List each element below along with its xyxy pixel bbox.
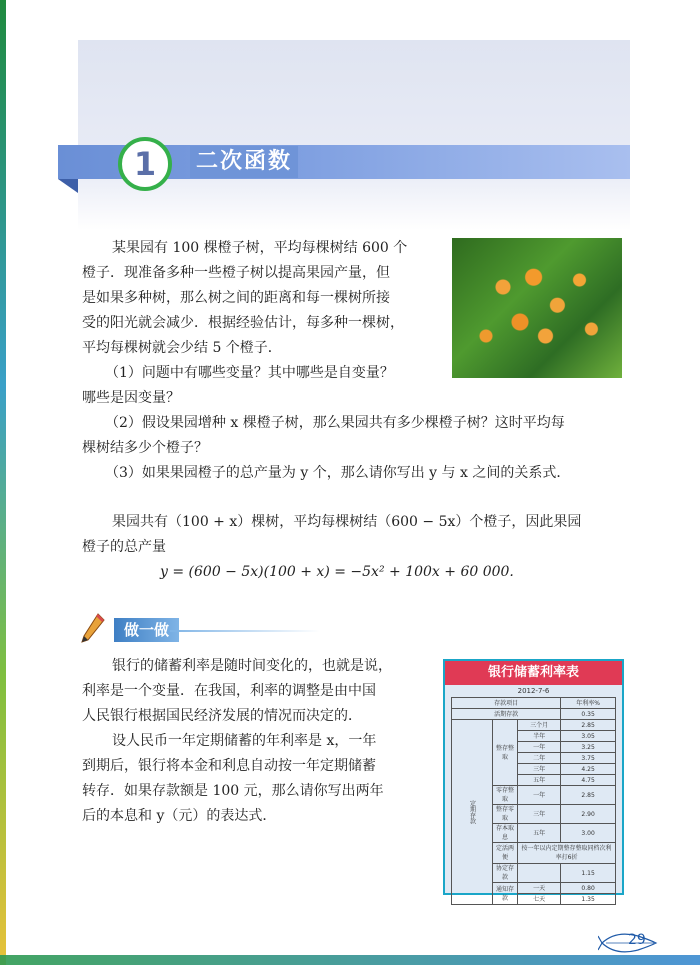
intro-line-1: 某果园有 100 棵橙子树，平均每棵树结 600 个 xyxy=(112,240,408,256)
table-cell: 4.75 xyxy=(561,775,616,786)
table-cell: 五年 xyxy=(518,775,561,786)
table-cell: 3.05 xyxy=(561,731,616,742)
table-side-label: 定期存款 xyxy=(452,720,493,905)
table-cell: 0.35 xyxy=(561,709,616,720)
orange-tree-photo xyxy=(452,238,622,378)
try-line-6: 转存．如果存款额是 100 元，那么请你写出两年 xyxy=(82,783,384,799)
table-cell: 活期存款 xyxy=(452,709,561,720)
table-cell: 一天 xyxy=(518,883,561,894)
pencil-icon xyxy=(80,612,106,646)
section-title: 二次函数 xyxy=(190,146,298,178)
try-it-divider xyxy=(170,630,320,632)
table-cell: 3.75 xyxy=(561,753,616,764)
table-cell: 3.25 xyxy=(561,742,616,753)
table-cell: 一年 xyxy=(518,742,561,753)
title-bar-fold xyxy=(58,179,78,193)
table-cell: 整存零取 xyxy=(493,805,518,824)
table-group-label: 整存整取 xyxy=(493,720,518,786)
table-cell: 2.90 xyxy=(561,805,616,824)
quadratic-formula: y = (600 − 5x)(100 + x) = −5x² + 100x + 60 000. xyxy=(160,564,514,580)
solution-line-1: 果园共有（100 + x）棵树，平均每棵树结（600 − 5x）个橙子，因此果园 xyxy=(112,514,582,530)
table-cell: 3.00 xyxy=(561,824,616,843)
table-cell: 协定存款 xyxy=(493,864,518,883)
page-number: 29 xyxy=(628,932,646,948)
table-cell: 二年 xyxy=(518,753,561,764)
section-banner-background xyxy=(78,40,630,230)
table-cell: 零存整取 xyxy=(493,786,518,805)
try-line-4: 设人民币一年定期储蓄的年利率是 x，一年 xyxy=(112,733,377,749)
question-1-line-1: （1）问题中有哪些变量？其中哪些是自变量？ xyxy=(105,365,394,381)
try-line-1: 银行的储蓄利率是随时间变化的，也就是说， xyxy=(112,658,392,674)
table-cell: 三个月 xyxy=(518,720,561,731)
page-edge-decoration xyxy=(0,0,6,965)
try-line-5: 到期后，银行将本金和利息自动按一年定期储蓄 xyxy=(82,758,376,774)
table-cell xyxy=(518,864,561,883)
table-cell: 4.25 xyxy=(561,764,616,775)
question-2-line-1: （2）假设果园增种 x 棵橙子树，那么果园共有多少棵橙子树？这时平均每 xyxy=(105,415,565,431)
table-cell: 三年 xyxy=(518,805,561,824)
try-line-2: 利率是一个变量．在我国，利率的调整是由中国 xyxy=(82,683,376,699)
rate-table-title: 银行储蓄利率表 xyxy=(445,661,622,685)
interest-rate-table-box xyxy=(443,659,624,903)
intro-line-4: 受的阳光就会减少．根据经验估计，每多种一棵树， xyxy=(82,315,404,331)
table-header-rate: 年利率% xyxy=(561,698,616,709)
table-cell: 0.80 xyxy=(561,883,616,894)
question-3: （3）如果果园橙子的总产量为 y 个，那么请你写出 y 与 x 之间的关系式． xyxy=(105,465,571,481)
table-cell: 五年 xyxy=(518,824,561,843)
table-cell: 通知存款 xyxy=(493,883,518,905)
table-cell: 一年 xyxy=(518,786,561,805)
table-cell: 1.15 xyxy=(561,864,616,883)
question-1-line-2: 哪些是因变量？ xyxy=(82,390,180,406)
question-2-line-2: 棵树结多少个橙子？ xyxy=(82,440,208,456)
try-it-label: 做一做 xyxy=(114,618,179,642)
intro-line-2: 橙子．现准备多种一些橙子树以提高果园产量，但 xyxy=(82,265,390,281)
solution-line-2: 橙子的总产量 xyxy=(82,539,166,555)
rate-table-date: 2012-7-6 xyxy=(517,687,550,695)
table-cell: 1.35 xyxy=(561,894,616,905)
table-cell: 半年 xyxy=(518,731,561,742)
table-cell: 三年 xyxy=(518,764,561,775)
table-cell: 2.85 xyxy=(561,786,616,805)
intro-line-3: 是如果多种树，那么树之间的距离和每一棵树所接 xyxy=(82,290,390,306)
section-number-badge: 1 xyxy=(118,137,172,191)
table-cell: 七天 xyxy=(518,894,561,905)
try-line-3: 人民银行根据国民经济发展的情况而决定的． xyxy=(82,708,362,724)
try-line-7: 后的本息和 y（元）的表达式． xyxy=(82,808,277,824)
table-cell: 按一年以内定期整存整取同档次利率打6折 xyxy=(518,843,616,864)
table-cell: 2.85 xyxy=(561,720,616,731)
interest-rate-table xyxy=(451,697,616,905)
page-bottom-decoration xyxy=(0,955,700,965)
table-cell: 定活两便 xyxy=(493,843,518,864)
table-header-item: 存款项目 xyxy=(452,698,561,709)
intro-line-5: 平均每棵树就会少结 5 个橙子． xyxy=(82,340,282,356)
table-cell: 存本取息 xyxy=(493,824,518,843)
